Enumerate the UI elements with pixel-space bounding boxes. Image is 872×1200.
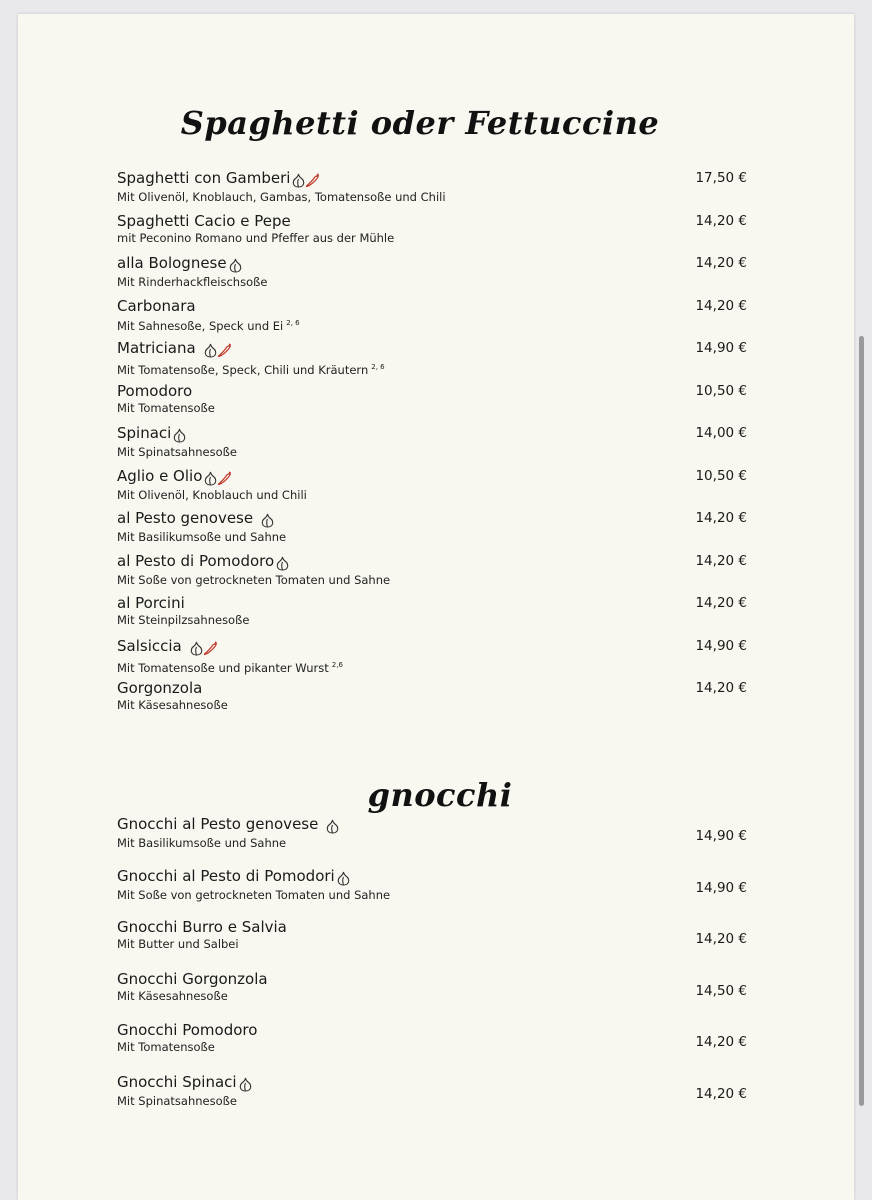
diet-icons [326,816,339,836]
item-price: 14,00 € [695,425,747,441]
diet-icons [239,1074,252,1094]
item-name-text: Aglio e Olio [117,466,203,485]
item-name-text: Salsiccia [117,636,182,655]
item-name [117,1072,747,1094]
garlic-icon [173,426,186,444]
menu-item [117,678,747,713]
garlic-icon [204,341,217,359]
item-name-text: Spaghetti con Gamberi [117,169,291,187]
item-description-text: Mit Soße von getrockneten Tomaten und Sahne [117,572,391,587]
item-name-text: Gnocchi Pomodoro [117,1021,258,1040]
item-description [117,445,747,460]
item-description [117,573,747,588]
menu-item [117,508,747,545]
diet-icons [276,553,289,573]
item-price: 14,90 € [695,828,747,844]
item-name [117,381,747,401]
diet-icons [292,170,320,190]
item-name [117,814,747,836]
item-description [117,937,747,952]
menu-item [117,338,747,378]
menu-item [117,168,747,205]
item-description-text: Mit Käsesahnesoße [117,698,228,712]
item-name-text: Carbonara [117,296,196,315]
item-name [117,636,747,658]
menu-item [117,814,747,851]
item-description-text: Mit Soße von getrockneten Tomaten und Sahne [117,887,391,902]
menu-item [117,381,747,416]
item-name-text: al Porcini [117,594,185,612]
item-name-text: Gnocchi al Pesto genovese [117,815,319,833]
garlic-icon [229,256,242,274]
item-description-text: Mit Basilikumsoße und Sahne [117,530,287,544]
diet-icons [190,638,218,658]
item-description-text: Mit Sahnesoße, Speck und Ei [117,318,284,333]
item-price: 14,20 € [695,680,747,696]
item-name-text: alla Bolognese [117,254,227,272]
item-description [117,1040,747,1055]
diet-icons [337,868,350,888]
item-name-text: Gorgonzola [117,679,203,697]
diet-icons [229,255,242,275]
item-description-text: Mit Spinatsahnesoße [117,445,237,459]
diet-icons [261,510,274,530]
item-description [117,316,747,334]
menu-item [117,211,747,246]
diet-icons [204,468,232,488]
menu-item [117,423,747,460]
item-name [117,678,747,698]
item-name [117,969,747,989]
item-description [117,401,747,416]
item-name-text: Gnocchi Gorgonzola [117,969,268,988]
item-description [117,275,747,290]
menu-item [117,296,747,334]
item-price: 10,50 € [695,467,747,484]
item-description [117,658,747,676]
item-description-text: Mit Olivenöl, Knoblauch, Gambas, Tomatensoße und Chili [117,190,446,204]
item-name [117,296,747,316]
item-name-text: Gnocchi Spinaci [117,1073,237,1091]
item-price: 14,20 € [695,510,747,526]
item-price: 14,50 € [695,982,747,999]
allergen-footnote: 2, 6 [286,318,300,327]
menu-page [18,14,854,1200]
item-name-text: Matriciana [117,339,196,357]
item-price: 14,20 € [695,255,747,271]
item-price: 10,50 € [695,382,747,399]
allergen-footnote: 2, 6 [371,363,385,371]
item-description [117,888,747,903]
menu-item [117,636,747,676]
item-description-text: Mit Tomatensoße [117,1040,215,1055]
item-name [117,508,747,530]
item-description-text: Mit Rinderhackfleischsoße [117,275,268,289]
item-price: 14,20 € [695,212,747,229]
garlic-icon [239,1075,252,1093]
chili-icon [305,171,320,189]
item-name-text: Spaghetti Cacio e Pepe [117,211,291,230]
chili-icon [217,341,232,359]
item-name [117,211,747,231]
item-price: 14,90 € [695,879,747,896]
chili-icon [217,469,232,487]
item-description-text: Mit Tomatensoße [117,400,215,415]
item-price: 14,20 € [695,1086,747,1102]
item-price: 14,20 € [695,297,747,314]
item-name [117,338,747,360]
item-name-text: Spinaci [117,424,172,442]
garlic-icon [276,554,289,572]
item-description [117,836,747,851]
section-title-gnocchi: gnocchi [367,776,513,814]
item-description-text: Mit Olivenöl, Knoblauch und Chili [117,487,307,502]
item-name [117,593,747,613]
menu-item [117,466,747,503]
menu-item [117,866,747,903]
item-name-text: Gnocchi Burro e Salvia [117,918,287,937]
garlic-icon [326,817,339,835]
item-name-text: Pomodoro [117,381,193,400]
item-description [117,231,747,246]
garlic-icon [190,639,203,657]
diet-icons [204,340,232,360]
item-name [117,866,747,888]
menu-item [117,1072,747,1109]
item-name [117,466,747,488]
item-price: 14,20 € [695,1034,747,1051]
menu-item [117,551,747,588]
item-description [117,360,747,378]
menu-item [117,253,747,290]
item-description [117,190,747,205]
menu-item [117,593,747,628]
item-price: 14,20 € [695,552,747,569]
chili-icon [203,639,218,657]
item-description-text: Mit Spinatsahnesoße [117,1094,237,1108]
item-name-text: al Pesto genovese [117,509,254,527]
section-title-spaghetti: Spaghetti oder Fettuccine [180,104,660,142]
item-description-text: Mit Käsesahnesoße [117,988,228,1003]
menu-item [117,917,747,952]
item-price: 14,20 € [695,931,747,948]
item-description-text: Mit Tomatensoße, Speck, Chili und Kräutern [117,362,369,377]
item-name-text: Gnocchi al Pesto di Pomodori [117,866,335,885]
item-description [117,613,747,628]
garlic-icon [337,869,350,887]
garlic-icon [261,511,274,529]
item-description-text: Mit Tomatensoße und pikanter Wurst [117,660,329,675]
item-description-text: mit Peconino Romano und Pfeffer aus der Mühle [117,230,395,245]
item-name [117,423,747,445]
item-name [117,253,747,275]
item-description [117,1094,747,1109]
item-name [117,168,747,190]
item-description-text: Mit Steinpilzsahnesoße [117,613,250,627]
item-name-text: al Pesto di Pomodoro [117,551,275,570]
item-name [117,917,747,937]
item-description [117,488,747,503]
diet-icons [173,425,186,445]
garlic-icon [204,469,217,487]
menu-item [117,1020,747,1055]
item-name [117,1020,747,1040]
menu-item [117,969,747,1004]
item-description [117,698,747,713]
item-price: 14,90 € [695,637,747,654]
item-name [117,551,747,573]
allergen-footnote: 2,6 [331,660,343,669]
item-description-text: Mit Butter und Salbei [117,937,239,952]
item-description [117,989,747,1004]
item-description [117,530,747,545]
item-price: 14,20 € [695,595,747,611]
item-price: 17,50 € [695,170,747,186]
garlic-icon [292,171,305,189]
item-price: 14,90 € [695,340,747,356]
item-description-text: Mit Basilikumsoße und Sahne [117,836,287,850]
scrollbar-thumb[interactable] [859,336,864,1106]
